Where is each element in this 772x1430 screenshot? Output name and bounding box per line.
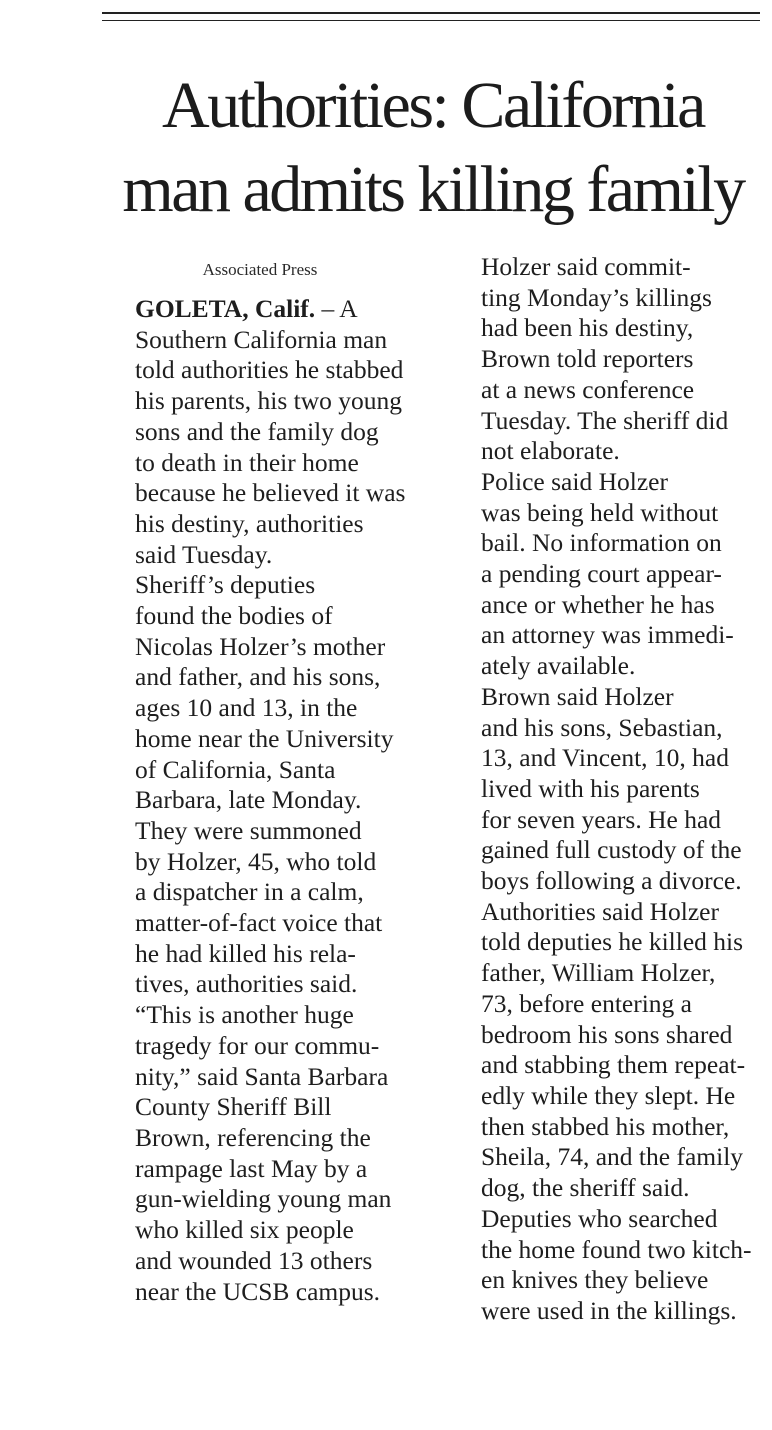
article-paragraph: [449, 252, 761, 467]
text-line: of California, Santa: [135, 754, 336, 784]
text-line: lived with his parents: [481, 773, 700, 803]
text-line: then stabbed his mother,: [481, 1111, 730, 1141]
text-line: County Sheriff Bill: [135, 1092, 332, 1122]
text-line: he had killed his rela-: [135, 938, 356, 968]
text-line: ting Monday’s killings: [481, 282, 712, 312]
top-rule: [102, 12, 760, 14]
text-line: dog, the sheriff said.: [481, 1173, 690, 1203]
text-line: Authorities said Holzer: [481, 896, 719, 926]
text-line: told deputies he killed his: [481, 927, 744, 957]
text-line: boys following a divorce.: [481, 866, 742, 896]
text-line: nity,” said Santa Barbara: [135, 1061, 389, 1091]
text-line: the home found two kitch-: [481, 1234, 752, 1264]
byline: Associated Press: [202, 260, 318, 279]
text-line: home near the University: [135, 723, 394, 753]
text-line: had been his destiny,: [481, 313, 694, 343]
text-line-rest: – A: [321, 294, 358, 323]
headline-line-1: Authorities: California: [162, 69, 704, 142]
text-line: his parents, his two young: [135, 386, 403, 416]
text-line: They were summoned: [135, 815, 362, 845]
article-paragraph: [103, 570, 417, 816]
text-line: Barbara, late Monday.: [135, 785, 362, 815]
article-paragraph: [449, 1204, 761, 1327]
text-line: Nicolas Holzer’s mother: [135, 631, 386, 661]
text-line: at a news conference: [481, 374, 695, 404]
text-line: Sheriff’s deputies: [135, 570, 316, 600]
text-line: and wounded 13 others: [135, 1245, 373, 1275]
text-line: Holzer said commit-: [481, 252, 691, 281]
right-column-body: [449, 252, 761, 1327]
text-line: “This is another huge: [135, 1000, 354, 1030]
text-line: who killed six people: [135, 1215, 354, 1245]
text-line: and stabbing them repeat-: [481, 1050, 746, 1080]
text-line: by Holzer, 45, who told: [135, 846, 377, 876]
headline-line-2: man admits killing family: [122, 153, 744, 226]
left-column-body: [103, 294, 417, 1307]
text-line: edly while they slept. He: [481, 1080, 736, 1110]
text-line: for seven years. He had: [481, 804, 722, 834]
article-headline: [100, 64, 766, 232]
text-line: en knives they believe: [481, 1265, 709, 1295]
text-line: was being held without: [481, 497, 719, 527]
article-paragraph: [449, 467, 761, 682]
text-line: and his sons, Sebastian,: [481, 712, 723, 742]
text-line: to death in their home: [135, 447, 359, 477]
text-line: Brown told reporters: [481, 344, 694, 374]
text-line: an attorney was immedi-: [481, 620, 734, 650]
text-line: Police said Holzer: [481, 466, 668, 496]
text-line: rampage last May by a: [135, 1153, 368, 1183]
text-line: found the bodies of: [135, 601, 333, 631]
article-paragraph: [103, 1000, 417, 1307]
text-line: not elaborate.: [481, 436, 620, 466]
text-line: Brown, referencing the: [135, 1122, 371, 1152]
text-line: told authorities he stabbed: [135, 355, 404, 385]
text-line: ately available.: [481, 651, 636, 681]
text-line: and father, and his sons,: [135, 662, 381, 692]
text-line: 73, before entering a: [481, 988, 692, 1018]
article-paragraph: [449, 897, 761, 1204]
text-line: Deputies who searched: [481, 1203, 718, 1233]
article-column-left: [103, 252, 417, 1307]
text-line: Southern California man: [135, 324, 388, 354]
text-line: tragedy for our commu-: [135, 1030, 380, 1060]
text-line: Tuesday. The sheriff did: [481, 405, 729, 435]
article-paragraph: [449, 682, 761, 897]
text-line: Brown said Holzer: [481, 681, 674, 711]
text-line: Sheila, 74, and the family: [481, 1142, 744, 1172]
text-line: tives, authorities said.: [135, 969, 358, 999]
text-line: his destiny, authorities: [135, 508, 364, 538]
text-line: bail. No information on: [481, 528, 722, 558]
text-line: gun-wielding young man: [135, 1184, 392, 1214]
dateline: GOLETA, Calif.: [135, 294, 316, 323]
text-line: father, William Holzer,: [481, 958, 716, 988]
article-paragraph: [103, 816, 417, 1000]
top-rule-thin: [102, 20, 760, 21]
article-column-right: [449, 252, 761, 1327]
text-line: ages 10 and 13, in the: [135, 693, 358, 723]
text-line: 13, and Vincent, 10, had: [481, 743, 729, 773]
text-line: matter-of-fact voice that: [135, 908, 383, 938]
text-line: sons and the family dog: [135, 416, 379, 446]
text-line: [103, 294, 417, 325]
text-line: gained full custody of the: [481, 835, 742, 865]
text-line: a dispatcher in a calm,: [135, 877, 364, 907]
text-line: bedroom his sons shared: [481, 1019, 733, 1049]
text-line: ance or whether he has: [481, 589, 715, 619]
text-line: near the UCSB campus.: [135, 1276, 381, 1306]
text-line: said Tuesday.: [135, 539, 273, 569]
text-line: because he believed it was: [135, 478, 406, 508]
article-paragraph: [103, 294, 417, 570]
text-line: were used in the killings.: [481, 1295, 737, 1325]
text-line: a pending court appear-: [481, 559, 722, 589]
